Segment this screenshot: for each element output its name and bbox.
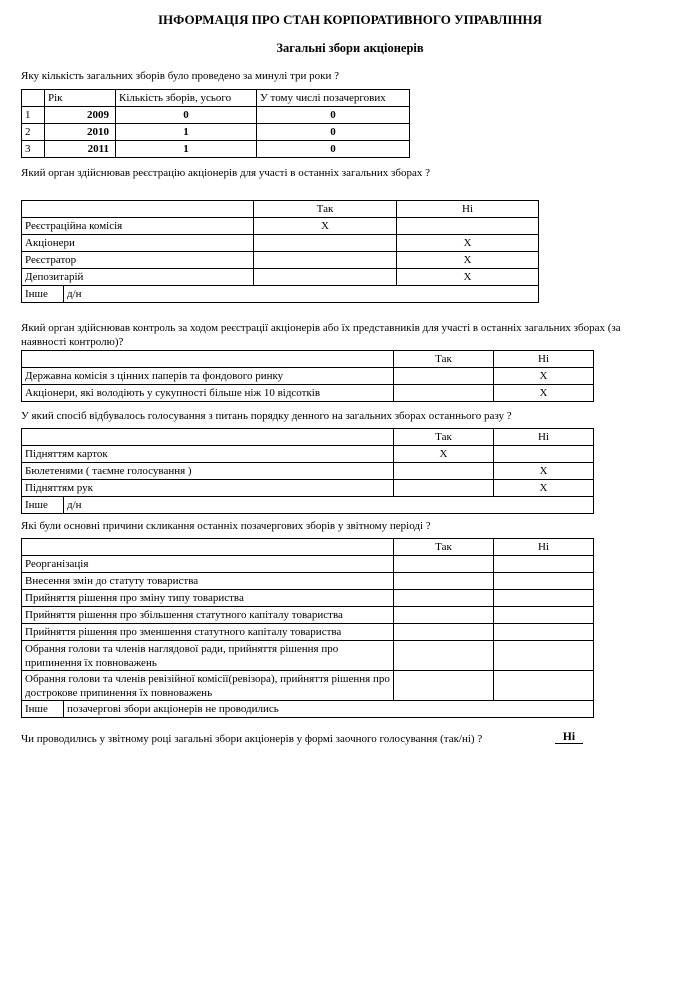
row-label: Прийняття рішення про зменшення статутного капіталу товариства <box>22 624 394 641</box>
other-label: Інше <box>22 286 64 303</box>
table-header-row <box>22 90 410 107</box>
no-cell: X <box>494 480 594 497</box>
header-cell: Кількість зборів, усього <box>116 90 257 107</box>
table-row <box>22 368 594 385</box>
row-label: Прийняття рішення про збільшення статутного капіталу товариства <box>22 607 394 624</box>
header-cell <box>22 429 394 446</box>
yes-cell <box>254 252 397 269</box>
year-cell: 2010 <box>45 124 116 141</box>
yes-cell <box>254 269 397 286</box>
yes-cell <box>394 624 494 641</box>
yes-cell <box>394 607 494 624</box>
table-row <box>22 607 594 624</box>
no-cell: X <box>494 463 594 480</box>
yes-cell: X <box>254 218 397 235</box>
table-row <box>22 124 410 141</box>
no-cell <box>397 218 539 235</box>
absentee-voting-answer: Ні <box>555 731 583 744</box>
row-label: Депозитарій <box>22 269 254 286</box>
no-cell: X <box>494 368 594 385</box>
row-label: Реорганізація <box>22 556 394 573</box>
yes-header: Так <box>394 429 494 446</box>
no-cell: X <box>397 269 539 286</box>
total-meetings-cell: 1 <box>116 124 257 141</box>
section-title: Загальні збори акціонерів <box>276 41 424 55</box>
no-header: Ні <box>494 539 594 556</box>
yes-cell <box>394 368 494 385</box>
row-label: Реєстраційна комісія <box>22 218 254 235</box>
row-label: Підняттям карток <box>22 446 394 463</box>
yes-cell: X <box>394 446 494 463</box>
question-extraordinary-reasons: Які були основні причини скликання останніх позачергових зборів у звітному періоді ? <box>21 520 431 532</box>
yes-cell <box>394 573 494 590</box>
other-label: Інше <box>22 701 64 718</box>
no-cell: X <box>397 252 539 269</box>
no-cell <box>494 573 594 590</box>
table-row <box>22 235 539 252</box>
row-label: Державна комісія з цінних паперів та фондового ринку <box>22 368 394 385</box>
question-absentee-voting: Чи проводились у звітному році загальні збори акціонерів у формі заочного голосування (так/ні) ? <box>21 733 483 745</box>
row-label: Обрання голови та членів наглядової ради, прийняття рішення про припинення їх повноважень <box>22 641 394 671</box>
yes-header: Так <box>254 201 397 218</box>
row-number: 1 <box>22 107 45 124</box>
table-row <box>22 385 594 402</box>
yes-header: Так <box>394 351 494 368</box>
question-registration-body: Який орган здійснював реєстрацію акціонерів для участі в останніх загальних зборах ? <box>21 167 430 179</box>
year-cell: 2009 <box>45 107 116 124</box>
table-row <box>22 141 410 158</box>
table-row <box>22 252 539 269</box>
header-cell <box>22 351 394 368</box>
header-cell <box>22 90 45 107</box>
yes-cell <box>394 641 494 671</box>
page-title: ІНФОРМАЦІЯ ПРО СТАН КОРПОРАТИВНОГО УПРАВЛІННЯ <box>157 12 542 27</box>
table-header-row <box>22 351 594 368</box>
question-meetings-count: Яку кількість загальних зборів було проведено за минулі три роки ? <box>21 70 339 82</box>
yes-cell <box>254 235 397 252</box>
yes-cell <box>394 671 494 701</box>
table-row <box>22 463 594 480</box>
table-row-other <box>22 701 594 718</box>
yes-cell <box>394 590 494 607</box>
other-label: Інше <box>22 497 64 514</box>
control-table <box>21 350 594 402</box>
header-cell: У тому числі позачергових <box>257 90 410 107</box>
voting-table <box>21 428 594 514</box>
table-header-row <box>22 539 594 556</box>
year-cell: 2011 <box>45 141 116 158</box>
header-cell <box>22 539 394 556</box>
yes-cell <box>394 480 494 497</box>
total-meetings-cell: 1 <box>116 141 257 158</box>
no-header: Ні <box>494 429 594 446</box>
yes-cell <box>394 463 494 480</box>
no-header: Ні <box>494 351 594 368</box>
no-cell <box>494 590 594 607</box>
row-label: Реєстратор <box>22 252 254 269</box>
no-cell <box>494 641 594 671</box>
table-row <box>22 641 594 671</box>
extraordinary-meetings-cell: 0 <box>257 124 410 141</box>
no-cell: X <box>397 235 539 252</box>
row-label: Обрання голови та членів ревізійної комісії(ревізора), прийняття рішення про дострокове припинення їх повноважень <box>22 671 394 701</box>
table-row-other <box>22 286 539 303</box>
total-meetings-cell: 0 <box>116 107 257 124</box>
table-row <box>22 590 594 607</box>
header-cell <box>22 201 254 218</box>
question-voting-method: У який спосіб відбувалось голосування з питань порядку денного на загальних зборах останнього разу ? <box>21 410 512 422</box>
table-row <box>22 446 594 463</box>
row-number: 3 <box>22 141 45 158</box>
table-header-row <box>22 429 594 446</box>
row-label: Підняттям рук <box>22 480 394 497</box>
table-row <box>22 573 594 590</box>
row-label: Акціонери <box>22 235 254 252</box>
table-header-row <box>22 201 539 218</box>
other-value: д/н <box>64 286 539 303</box>
row-number: 2 <box>22 124 45 141</box>
other-value: д/н <box>64 497 594 514</box>
table-row-other <box>22 497 594 514</box>
reasons-table <box>21 538 594 718</box>
no-cell: X <box>494 385 594 402</box>
table-row <box>22 107 410 124</box>
table-row <box>22 624 594 641</box>
no-cell <box>494 607 594 624</box>
extraordinary-meetings-cell: 0 <box>257 107 410 124</box>
table-row <box>22 269 539 286</box>
no-cell <box>494 556 594 573</box>
yes-cell <box>394 385 494 402</box>
row-label: Внесення змін до статуту товариства <box>22 573 394 590</box>
table-row <box>22 671 594 701</box>
question-registration-control: Який орган здійснював контроль за ходом реєстрації акціонерів або їх представників для участі в останніх загальних зборах (за наявності контролю)? <box>21 322 621 348</box>
no-cell <box>494 624 594 641</box>
table-row <box>22 218 539 235</box>
other-value: позачергові збори акціонерів не проводились <box>64 701 594 718</box>
no-cell <box>494 446 594 463</box>
row-label: Прийняття рішення про зміну типу товариства <box>22 590 394 607</box>
table-row <box>22 480 594 497</box>
header-cell: Рік <box>45 90 116 107</box>
row-label: Акціонери, які володіють у сукупності більше ніж 10 відсотків <box>22 385 394 402</box>
no-cell <box>494 671 594 701</box>
registration-table <box>21 200 539 303</box>
yes-cell <box>394 556 494 573</box>
row-label: Бюлетенями ( таємне голосування ) <box>22 463 394 480</box>
yes-header: Так <box>394 539 494 556</box>
no-header: Ні <box>397 201 539 218</box>
extraordinary-meetings-cell: 0 <box>257 141 410 158</box>
meetings-table <box>21 89 410 158</box>
table-row <box>22 556 594 573</box>
